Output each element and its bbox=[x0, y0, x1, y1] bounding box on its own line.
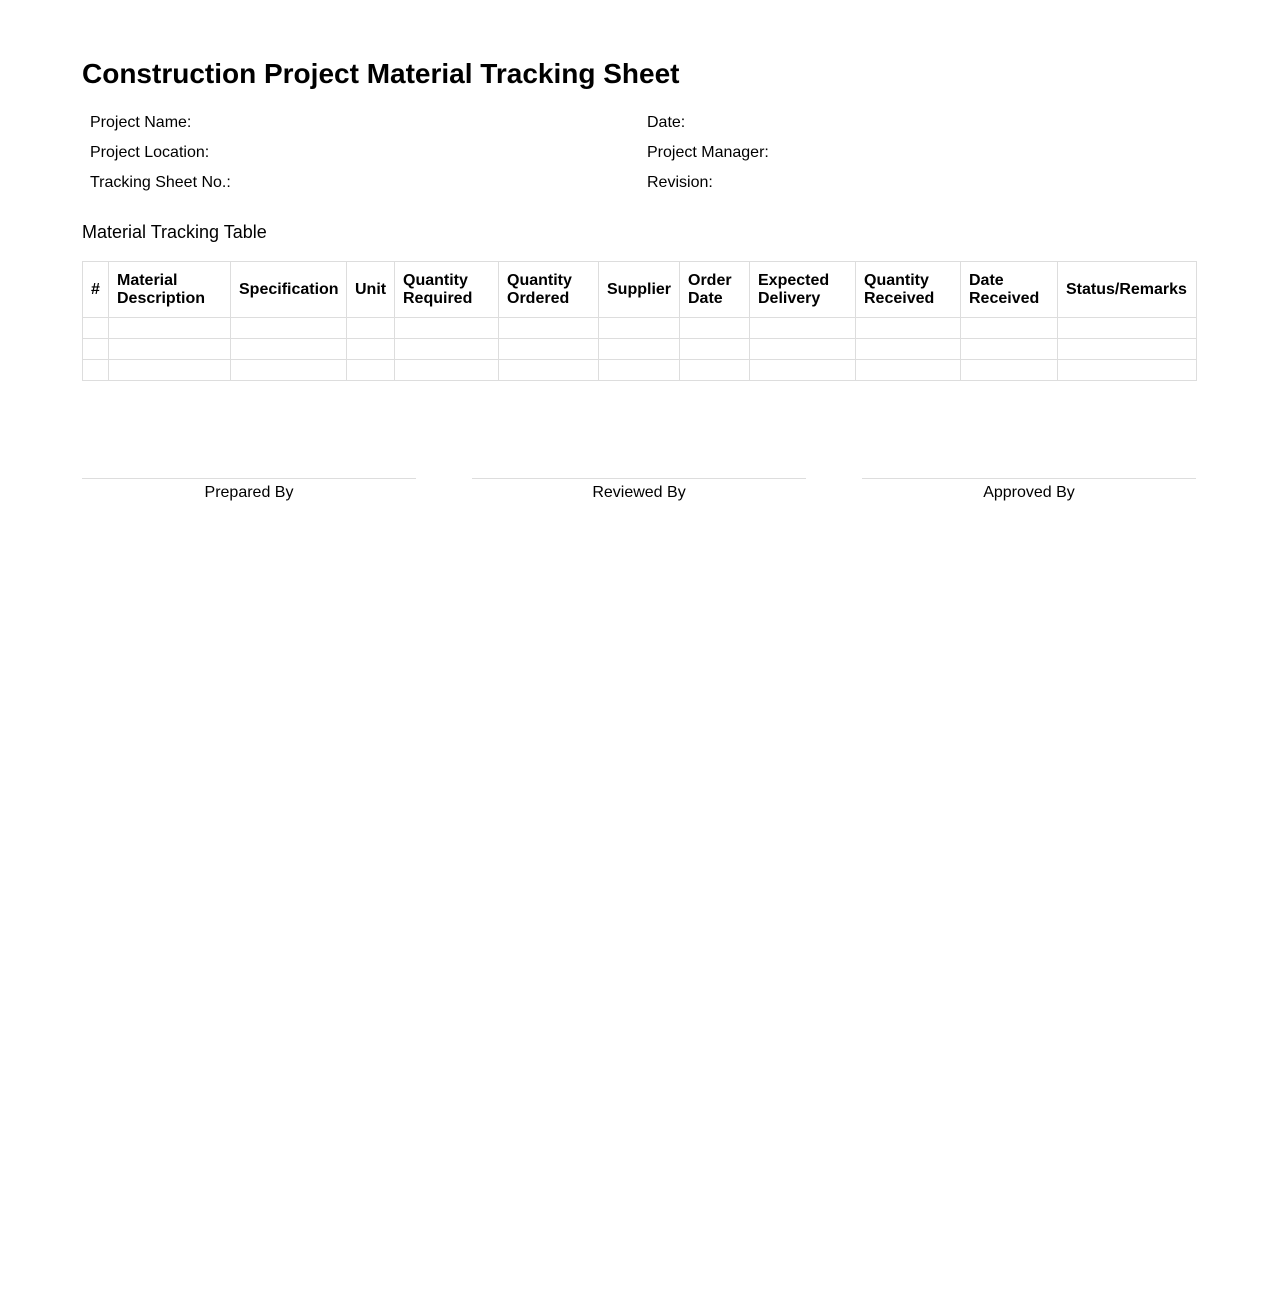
header-date-received: Date Received bbox=[961, 262, 1058, 318]
date-label: Date: bbox=[647, 114, 686, 131]
section-title: Material Tracking Table bbox=[82, 222, 267, 242]
table-row bbox=[83, 318, 1197, 339]
header-specification: Specification bbox=[231, 262, 347, 318]
header-order-date: Order Date bbox=[680, 262, 750, 318]
table-cell[interactable] bbox=[680, 360, 750, 381]
approved-by-signature: Approved By bbox=[862, 478, 1196, 502]
header-expected-delivery: Expected Delivery bbox=[750, 262, 856, 318]
table-row bbox=[83, 339, 1197, 360]
table-cell[interactable] bbox=[750, 360, 856, 381]
table-cell[interactable] bbox=[83, 360, 109, 381]
header-number: # bbox=[83, 262, 109, 318]
table-cell[interactable] bbox=[1058, 339, 1197, 360]
table-cell[interactable] bbox=[395, 318, 499, 339]
table-cell[interactable] bbox=[109, 360, 231, 381]
revision-label: Revision: bbox=[647, 174, 713, 191]
table-cell[interactable] bbox=[599, 360, 680, 381]
table-header-row bbox=[83, 262, 1197, 318]
table-cell[interactable] bbox=[347, 318, 395, 339]
header-supplier: Supplier bbox=[599, 262, 680, 318]
header-status-remarks: Status/Remarks bbox=[1058, 262, 1197, 318]
page-title: Construction Project Material Tracking Sheet bbox=[82, 58, 680, 89]
table-cell[interactable] bbox=[750, 318, 856, 339]
table-cell[interactable] bbox=[599, 318, 680, 339]
table-cell[interactable] bbox=[961, 360, 1058, 381]
table-cell[interactable] bbox=[499, 318, 599, 339]
header-quantity-required: Quantity Required bbox=[395, 262, 499, 318]
table-cell[interactable] bbox=[680, 339, 750, 360]
table-cell[interactable] bbox=[680, 318, 750, 339]
table-cell[interactable] bbox=[109, 318, 231, 339]
table-cell[interactable] bbox=[1058, 318, 1197, 339]
table-cell[interactable] bbox=[395, 360, 499, 381]
header-unit: Unit bbox=[347, 262, 395, 318]
table-cell[interactable] bbox=[961, 318, 1058, 339]
header-quantity-received: Quantity Received bbox=[856, 262, 961, 318]
table-cell[interactable] bbox=[499, 360, 599, 381]
table-cell[interactable] bbox=[83, 339, 109, 360]
reviewed-by-signature: Reviewed By bbox=[472, 478, 806, 502]
table-cell[interactable] bbox=[856, 339, 961, 360]
table-cell[interactable] bbox=[750, 339, 856, 360]
table-cell[interactable] bbox=[856, 360, 961, 381]
project-location-label: Project Location: bbox=[90, 144, 210, 161]
prepared-by-signature: Prepared By bbox=[82, 478, 416, 502]
header-material-description: Material Description bbox=[109, 262, 231, 318]
table-cell[interactable] bbox=[395, 339, 499, 360]
table-cell[interactable] bbox=[109, 339, 231, 360]
table-cell[interactable] bbox=[347, 339, 395, 360]
table-cell[interactable] bbox=[347, 360, 395, 381]
project-manager-label: Project Manager: bbox=[647, 144, 769, 161]
table-cell[interactable] bbox=[961, 339, 1058, 360]
tracking-sheet-no-label: Tracking Sheet No.: bbox=[90, 174, 231, 191]
table-cell[interactable] bbox=[499, 339, 599, 360]
table-cell[interactable] bbox=[231, 318, 347, 339]
material-tracking-table bbox=[82, 261, 1197, 381]
project-name-label: Project Name: bbox=[90, 114, 192, 131]
table-row bbox=[83, 360, 1197, 381]
header-quantity-ordered: Quantity Ordered bbox=[499, 262, 599, 318]
table-cell[interactable] bbox=[599, 339, 680, 360]
table-cell[interactable] bbox=[1058, 360, 1197, 381]
table-cell[interactable] bbox=[231, 339, 347, 360]
table-cell[interactable] bbox=[83, 318, 109, 339]
table-cell[interactable] bbox=[856, 318, 961, 339]
table-cell[interactable] bbox=[231, 360, 347, 381]
